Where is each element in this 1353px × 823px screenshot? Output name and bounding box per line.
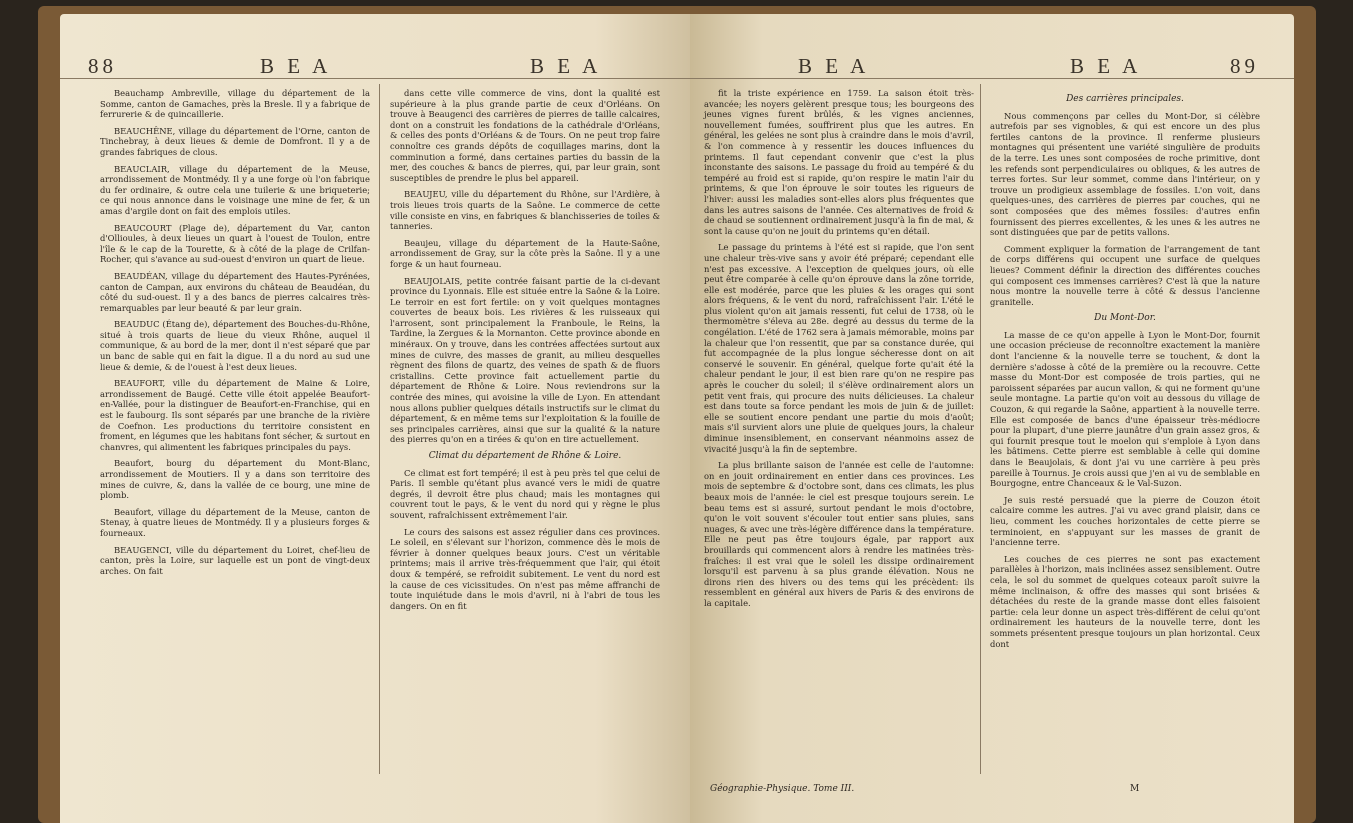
- paragraph: BEAUDUC (Étang de), département des Bouches-du-Rhône, situé à trois quarts de lieue du vieux Rhône, auquel il communique, & au bord de la mer, dont il n'est séparé que par un banc de sable qui en fait la digue. Il a du nord au sud une lieue & demie, & de l'ouest à l'est deux lieues.: [100, 319, 370, 372]
- left-page-column-2: [390, 88, 660, 617]
- paragraph: Comment expliquer la formation de l'arrangement de tant de corps différens qui occupent une surface de quelques lieues? Comment définir la direction des différentes couches qui composent ces immenses carrières? C'est là que la nature nous montre la nouvelle terre à côté & dessus l'ancienne granitelle.: [990, 243, 1260, 307]
- page-number-left: 88: [88, 54, 117, 78]
- running-head-right-2: B E A: [1070, 54, 1142, 78]
- paragraph: BEAUCHÊNE, village du département de l'Orne, canton de Tinchebray, à deux lieues & demie de Domfront. Il y a de grandes fabriques de clous.: [100, 125, 370, 157]
- right-page-column-1: [704, 88, 974, 615]
- paragraph: Beauchamp Ambreville, village du département de la Somme, canton de Gamaches, près la Bresle. Il y a fabrique de ferrurerie & de quincaillerie.: [100, 88, 370, 120]
- paragraph: BEAUJOLAIS, petite contrée faisant partie de la ci-devant province du Lyonnais. Elle est située entre la Saône & la Loire. Le terroir en est fort fertile: on y voit quelques montagnes couvertes de beaux bois. Les rivières & les ruisseaux qui l'arrosent, sont principalement la Franboule, le Reins, la Tardine, la Zergues & la Mornanton. Cette province abonde en minéraux. On y trouve, dans les contrées affectées surtout aux mines de cuivre, des masses de granit, au milieu desquelles règnent des filons de quartz, des veines de spath & de fluors cristallins. Cette province fait actuellement partie du département de Rhône & Loire. Nous reviendrons sur la contrée des mines, qui avoisine la ville de Lyon. En attendant nous allons publier quelques détails instructifs sur le climat du département, & en même tems sur l'exploitation & la fouille de ses principales carrières, ainsi que sur la qualité & la nature des pierres qu'on en a tirées & qu'on en tire actuellement.: [390, 275, 660, 445]
- running-head-left-1: B E A: [260, 54, 332, 78]
- paragraph: La plus brillante saison de l'année est celle de l'automne: on en jouit ordinairement en entier dans ces provinces. Les mois de septembre & d'octobre sont, dans ces climats, les plus beaux mois de l'année: le ciel est presque toujours serein. Le beau tems est si assuré, surtout pendant le mois d'octobre, qu'on le voit souvent s'écouler tout entier sans pluies, sans nuages, & avec une très-légère différence dans la température. Elle ne peut pas être toujours égale, par rapport aux brouillards qui commencent alors à rendre les matinées très-fraîches: il est vrai que le soleil les dissipe ordinairement lorsqu'il est parvenu à sa plus grande élévation. Nous ne dirons rien des hivers ou des tems qui les précèdent: ils ressemblent en général aux hivers de Paris & des environs de la capitale.: [704, 460, 974, 608]
- paragraph: BEAUFORT, ville du département de Maine & Loire, arrondissement de Baugé. Cette ville étoit appelée Beaufort-en-Vallée, pour la distinguer de Beaufort-en-Franchise, qui en est le faubourg. Ils sont séparés par une branche de la rivière de Coefnon. Les productions du territoire consistent en froment, en légumes que les habitans font sécher, & surtout en chanvres, qui alimentent les fabriques principales du pays.: [100, 378, 370, 452]
- paragraph: Le cours des saisons est assez régulier dans ces provinces. Le soleil, en s'élevant sur l'horizon, commence dès le mois de février à donner quelques beaux jours. C'est un véritable printems; mais il arrive très-fréquemment que l'air, qui étoit doux & tempéré, se refroidit subitement. Le vent du nord est la cause de ces vicissitudes. On n'est pas même affranchi de toute inquiétude dans le mois d'avril, ni à l'abri de tous les dangers. On en fit: [390, 526, 660, 611]
- column-divider: [379, 84, 380, 774]
- right-page: [690, 14, 1294, 823]
- signature-mark: M: [1130, 784, 1140, 794]
- page-number-right: 89: [1230, 54, 1259, 78]
- section-heading: Climat du département de Rhône & Loire.: [428, 451, 622, 461]
- right-page-column-2: [990, 88, 1260, 655]
- section-heading: Du Mont-Dor.: [1094, 313, 1156, 324]
- paragraph: La masse de ce qu'on appelle à Lyon le Mont-Dor, fournit une occasion précieuse de reconnoître exactement la manière dont l'ancienne & la nouvelle terre se touchent, & dont la dernière s'adosse à côté de la première ou la recouvre. Cette masse du Mont-Dor est composée de trois parties, qui ne paroissent séparées par aucun vallon, & qui ne forment qu'une seule montagne. La partie qu'on voit au dessous du village de Couzon, & qui regarde la Saône, appartient à la nouvelle terre. Elle est composée de bancs d'une épaisseur très-médiocre pour la plupart, d'une pierre jaunâtre d'un grain assez gros, & qui fournit presque tout le moelon qui s'emploie à Lyon dans les bâtimens. Cette pierre est semblable à celle qui domine dans le Beaujolais, & dont j'ai vu une carrière à peu près pareille à Tournus. Je crois aussi que j'en ai vu de semblable en Bourgogne, entre Chanceaux & le Val-Suzon.: [990, 329, 1260, 489]
- paragraph: Beaufort, village du département de la Meuse, canton de Stenay, à quatre lieues de Montmédy. Il y a plusieurs forges & fourneaux.: [100, 506, 370, 538]
- paragraph: dans cette ville commerce de vins, dont la qualité est supérieure à la plus grande partie de ceux d'Orléans. On trouve à Beaugenci des carrières de pierres de taille calcaires, dont on a construit les fondations de la cathédrale d'Orléans, & celles des ponts d'Orléans & de Tours. On ne peut trop faire connoître ces grands dépôts de coquillages marins, dont la comminution a formé, dans certaines parties du bassin de la mer, des couches & bancs de pierres, qui, par leur grain, sont susceptibles de prendre le plus bel appareil.: [390, 88, 660, 183]
- header-rule: [60, 78, 690, 79]
- paragraph: Nous commençons par celles du Mont-Dor, si célèbre autrefois par ses vignobles, & qui est encore un des plus fertiles cantons de la province. Il renferme plusieurs montagnes qui présentent une variété singulière de produits de la terre. Les unes sont composées de roche primitive, dont les refends sont perpendiculaires ou obliques, & les autres de terres fortes. Sur leur sommet, comme dans l'intérieur, on y trouve un prodigieux assemblage de fossiles. L'on voit, dans quelques-unes, des carrières de pierres par couches, qui ne sont composées que des mêmes fossiles: d'autres enfin fournissent des pierres excellentes, & les unes & les autres ne sont distinguées que par de petits vallons.: [990, 110, 1260, 238]
- paragraph: BEAUCOURT (Plage de), département du Var, canton d'Ollioules, à deux lieues un quart à l'ouest de Toulon, entre l'île & le cap de la Tourette, & à côté de la plage de Crilfan-Rocher, qui s'avance au sud-ouest d'environ un quart de lieue.: [100, 222, 370, 265]
- paragraph: BEAUCLAIR, village du département de la Meuse, arrondissement de Montmédy. Il y a une forge où l'on fabrique du fer ordinaire, & outre cela une tuilerie & une briqueterie; ce qui nous annonce dans le voisinage une mine de fer, & un amas d'argile dont on fait des emplois utiles.: [100, 163, 370, 216]
- paragraph: Je suis resté persuadé que la pierre de Couzon étoit calcaire comme les autres. J'ai vu avec grand plaisir, dans ce lieu, comment les couches horizontales de cette pierre se terminoient, en s'appuyant sur les masses de granit de l'ancienne terre.: [990, 494, 1260, 548]
- paragraph: BEAUJEU, ville du département du Rhône, sur l'Ardière, à trois lieues trois quarts de la Saône. Le commerce de cette ville consiste en vins, en fabriques & blanchisseries de toiles & tanneries.: [390, 189, 660, 232]
- running-head-right-1: B E A: [798, 54, 870, 78]
- page-footer: Géographie-Physique. Tome III.: [710, 784, 855, 794]
- left-page-column-1: [100, 88, 370, 582]
- paragraph: Beaufort, bourg du département du Mont-Blanc, arrondissement de Moutiers. Il y a dans son territoire des mines de cuivre, &, dans la vallée de ce bourg, une mine de plomb.: [100, 458, 370, 501]
- header-rule: [690, 78, 1294, 79]
- running-head-left-2: B E A: [530, 54, 602, 78]
- paragraph: Le passage du printems à l'été est si rapide, que l'on sent une chaleur très-vive sans y avoir été préparé; cependant elle n'est pas excessive. A l'exception de quelques jours, où elle peut être comparée à celle qu'on éprouve dans la zône torride, elle est modérée, parce que les pluies & les orages qui sont alors fréquens, & le vent du nord, rafraîchissent l'air. L'été le plus violent qu'on ait jamais ressenti, fut celui de 1738, où le thermomètre s'éleva au 28e. degré au dessus du terme de la congélation. L'été de 1762 sera à jamais mémorable, moins par la chaleur que l'on ressentit, que par sa constance durée, qui fut accompagnée de la plus longue sécheresse dont on ait conservé le souvenir. En général, quelque forte qu'ait été la chaleur pendant le jour, il est bien rare qu'on ne respire pas après le coucher du soleil; il s'élève ordinairement alors un petit vent frais, qui procure des nuits délicieuses. La chaleur est dans toute sa force pendant les mois de juin & de juillet: elle se soutient encore pendant une partie du mois d'août; mais s'il survient alors une pluie de quelques jours, la chaleur diminue insensiblement, en conservant néanmoins assez de vivacité jusqu'à la fin de septembre.: [704, 242, 974, 454]
- left-page: [60, 14, 690, 823]
- paragraph: Beaujeu, village du département de la Haute-Saône, arrondissement de Gray, sur la côte près la Saône. Il y a une forge & un haut fourneau.: [390, 237, 660, 269]
- paragraph: Les couches de ces pierres ne sont pas exactement parallèles à l'horizon, mais inclinées assez sensiblement. Outre cela, le sol du sommet de quelques coteaux paroît suivre la même inclinaison, & offre des masses qui sont brisées & détachées du reste de la grande masse dont elles faisoient partie: cela leur donne un aspect très-différent de celui qu'ont ordinairement les hauteurs de la nouvelle terre, dont les sommets présentent presque toujours un plan horizontal. Ceux dont: [990, 553, 1260, 649]
- paragraph: Ce climat est fort tempéré; il est à peu près tel que celui de Paris. Il semble qu'étant plus avancé vers le midi de quatre degrés, il devroit être plus chaud; mais les montagnes qui couvrent tout le pays, & le vent du nord qui y règne le plus souvent, rafraîchissent extrêmement l'air.: [390, 467, 660, 520]
- paragraph: BEAUDÉAN, village du département des Hautes-Pyrénées, canton de Campan, aux environs du château de Beaudéan, du côté du sud-ouest. Il y a des bancs de pierres calcaires très-remarquables par leur beauté & par leur grain.: [100, 270, 370, 313]
- paragraph: fit la triste expérience en 1759. La saison étoit très-avancée; les noyers gelèrent presque tous; les bourgeons des jeunes vignes furent brûlés, & les vignes anciennes, nouvellement fumées, souffrirent plus que les autres. En général, les gelées ne sont plus à craindre dans le mois d'avril, & l'on commence à y ressentir les douces influences du printems. Il faut cependant convenir que c'est la plus inconstante des saisons. Le passage du froid au tempéré & du tempéré au froid est si rapide, qu'on respire le matin l'air du printems, & que l'on éprouve le soir toutes les rigueurs de l'hiver: aussi les maladies sont-elles alors plus fréquentes que dans les autres saisons de l'année. Ces alternatives de froid & de chaud se soutiennent ordinairement jusqu'à la fin de mai, & sont la cause qu'on ne jouit du printems qu'en détail.: [704, 88, 974, 236]
- paragraph: BEAUGENCI, ville du département du Loiret, chef-lieu de canton, près la Loire, sur laquelle est un pont de vingt-deux arches. On fait: [100, 544, 370, 576]
- section-heading: Des carrières principales.: [1066, 94, 1184, 104]
- column-divider: [980, 84, 981, 774]
